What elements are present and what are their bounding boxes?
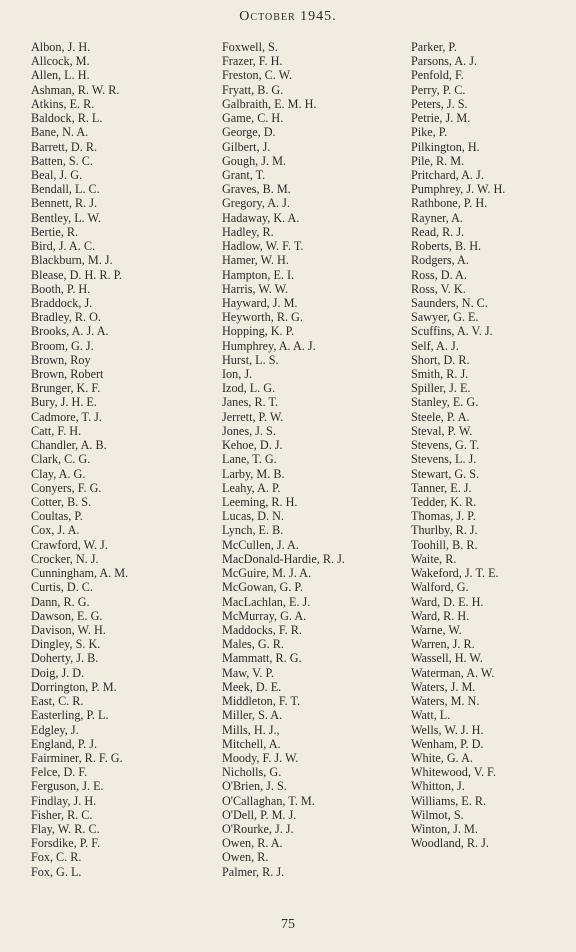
name-entry: Cunningham, A. M. bbox=[31, 566, 129, 581]
name-entry: McMurray, G. A. bbox=[222, 608, 307, 623]
name-entry: Whitewood, V. F. bbox=[411, 765, 496, 780]
name-entry: Booth, P. H. bbox=[31, 281, 91, 296]
name-entry: Stevens, G. T. bbox=[411, 438, 480, 453]
name-entry: Hadaway, K. A. bbox=[222, 210, 300, 225]
name-entry: Hurst, L. S. bbox=[222, 352, 279, 367]
name-entry: Chandler, A. B. bbox=[31, 438, 107, 453]
name-entry: Ferguson, J. E. bbox=[31, 779, 104, 794]
name-entry: Hayward, J. M. bbox=[222, 295, 298, 310]
name-entry: Rayner, A. bbox=[411, 210, 463, 225]
name-entry: Gregory, A. J. bbox=[222, 196, 290, 211]
name-entry: Leeming, R. H. bbox=[222, 495, 298, 509]
name-entry: Catt, F. H. bbox=[31, 423, 82, 438]
name-entry: O'Dell, P. M. J. bbox=[222, 807, 297, 822]
name-entry: George, D. bbox=[222, 125, 276, 140]
name-entry: Parker, P. bbox=[411, 40, 457, 54]
name-entry: Ward, D. E. H. bbox=[411, 594, 484, 609]
name-entry: Smith, R. J. bbox=[411, 367, 469, 382]
name-entry: Roberts, B. H. bbox=[411, 239, 482, 254]
name-entry: Davison, W. H. bbox=[31, 622, 106, 637]
name-column-1 bbox=[31, 40, 128, 879]
name-entry: Albon, J. H. bbox=[31, 40, 91, 54]
name-entry: Doherty, J. B. bbox=[31, 651, 99, 666]
name-entry: Lynch, E. B. bbox=[222, 523, 284, 538]
name-entry: Dawson, E. G. bbox=[31, 608, 103, 623]
name-entry: Frazer, F. H. bbox=[222, 54, 283, 69]
name-entry: Ross, D. A. bbox=[411, 267, 467, 282]
name-entry: Walford, G. bbox=[411, 580, 469, 595]
name-entry: Perry, P. C. bbox=[411, 82, 466, 97]
name-entry: Dann, R. G. bbox=[31, 594, 90, 609]
name-list bbox=[0, 40, 576, 885]
name-entry: Felce, D. F. bbox=[31, 765, 88, 780]
name-entry: Nicholls, G. bbox=[222, 765, 282, 780]
name-entry: MacLachlan, E. J. bbox=[222, 594, 311, 609]
name-entry: Sawyer, G. E. bbox=[411, 310, 479, 325]
name-entry: Allen, L. H. bbox=[31, 68, 90, 83]
name-entry: Kehoe, D. J. bbox=[222, 438, 283, 453]
name-entry: Baldock, R. L. bbox=[31, 111, 103, 126]
name-entry: Males, G. R. bbox=[222, 637, 284, 652]
name-entry: Maddocks, F. R. bbox=[222, 622, 302, 637]
name-entry: Fryatt, B. G. bbox=[222, 82, 284, 97]
name-entry: Hamer, W. H. bbox=[222, 253, 289, 268]
name-entry: Cotter, B. S. bbox=[31, 495, 92, 509]
name-entry: Penfold, F. bbox=[411, 68, 464, 83]
name-entry: Winton, J. M. bbox=[411, 822, 478, 837]
name-entry: Cox, J. A. bbox=[31, 523, 80, 538]
name-entry: Conyers, F. G. bbox=[31, 480, 102, 495]
name-entry: Wakeford, J. T. E. bbox=[411, 566, 499, 581]
name-entry: Janes, R. T. bbox=[222, 395, 279, 410]
name-entry: Braddock, J. bbox=[31, 295, 93, 310]
name-entry: Jerrett, P. W. bbox=[222, 409, 284, 424]
name-entry: Doig, J. D. bbox=[31, 665, 85, 680]
name-entry: Scuffins, A. V. J. bbox=[411, 324, 493, 339]
name-entry: Foxwell, S. bbox=[222, 40, 278, 54]
name-entry: O'Brien, J. S. bbox=[222, 779, 287, 794]
name-entry: Bane, N. A. bbox=[31, 125, 89, 140]
name-entry: O'Callaghan, T. M. bbox=[222, 793, 315, 808]
name-entry: Clay, A. G. bbox=[31, 466, 86, 481]
name-entry: Bury, J. H. E. bbox=[31, 395, 97, 410]
name-entry: Read, R. J. bbox=[411, 224, 465, 239]
name-entry: Jones, J. S. bbox=[222, 423, 276, 438]
name-entry: Owen, R. bbox=[222, 850, 269, 865]
name-entry: Pilkington, H. bbox=[411, 139, 480, 154]
name-entry: Cadmore, T. J. bbox=[31, 409, 102, 424]
name-entry: Maw, V. P. bbox=[222, 665, 274, 680]
name-entry: Meek, D. E. bbox=[222, 679, 282, 694]
name-entry: Hampton, E. I. bbox=[222, 267, 295, 282]
name-entry: Gough, J. M. bbox=[222, 153, 286, 168]
name-entry: Self, A. J. bbox=[411, 338, 459, 353]
name-entry: Pile, R. M. bbox=[411, 153, 465, 168]
name-entry: Petrie, J. M. bbox=[411, 111, 471, 126]
name-entry: Parsons, A. J. bbox=[411, 54, 478, 69]
name-entry: Wilmot, S. bbox=[411, 807, 464, 822]
name-entry: Fairminer, R. F. G. bbox=[31, 750, 123, 765]
name-entry: Wells, W. J. H. bbox=[411, 722, 484, 737]
page-number: 75 bbox=[281, 917, 295, 932]
name-entry: McGowan, G. P. bbox=[222, 580, 303, 595]
name-entry: Stevens, L. J. bbox=[411, 452, 477, 467]
name-entry: Miller, S. A. bbox=[222, 708, 283, 723]
name-entry: Fox, G. L. bbox=[31, 864, 82, 879]
name-entry: Peters, J. S. bbox=[411, 96, 468, 111]
name-entry: Gilbert, J. bbox=[222, 139, 271, 154]
name-entry: Spiller, J. E. bbox=[411, 381, 471, 396]
name-entry: England, P. J. bbox=[31, 736, 98, 751]
name-entry: Allcock, M. bbox=[31, 54, 90, 69]
name-entry: Broom, G. J. bbox=[31, 338, 94, 353]
name-entry: Warne, W. bbox=[411, 622, 462, 637]
name-entry: Pike, P. bbox=[411, 125, 448, 140]
name-entry: Watt, L. bbox=[411, 708, 451, 723]
name-entry: Findlay, J. H. bbox=[31, 793, 97, 808]
name-column-2 bbox=[222, 40, 345, 879]
name-entry: Dingley, S. K. bbox=[31, 637, 101, 652]
name-entry: Atkins, E. R. bbox=[31, 96, 95, 111]
name-entry: Waters, J. M. bbox=[411, 679, 476, 694]
name-entry: Mitchell, A. bbox=[222, 736, 281, 751]
name-entry: McGuire, M. J. A. bbox=[222, 566, 312, 581]
name-entry: MacDonald-Hardie, R. J. bbox=[222, 551, 345, 566]
name-entry: Izod, L. G. bbox=[222, 381, 276, 396]
name-entry: McCullen, J. A. bbox=[222, 537, 299, 552]
name-entry: Freston, C. W. bbox=[222, 68, 293, 83]
name-entry: Brooks, A. J. A. bbox=[31, 324, 109, 339]
name-entry: Rodgers, A. bbox=[411, 253, 469, 268]
name-entry: Blackburn, M. J. bbox=[31, 253, 113, 268]
name-entry: Galbraith, E. M. H. bbox=[222, 96, 317, 111]
name-entry: Bird, J. A. C. bbox=[31, 239, 95, 254]
name-entry: Pumphrey, J. W. H. bbox=[411, 182, 506, 197]
name-entry: Tedder, K. R. bbox=[411, 495, 477, 509]
name-entry: Stanley, E. G. bbox=[411, 395, 479, 410]
name-entry: Waite, R. bbox=[411, 551, 457, 566]
name-entry: Whitton, J. bbox=[411, 779, 465, 794]
name-entry: Steele, P. A. bbox=[411, 409, 470, 424]
name-entry: Grant, T. bbox=[222, 167, 266, 182]
name-entry: Fisher, R. C. bbox=[31, 807, 93, 822]
name-entry: Thurlby, R. J. bbox=[411, 523, 478, 538]
name-entry: Bradley, R. O. bbox=[31, 310, 101, 325]
name-entry: White, G. A. bbox=[411, 750, 473, 765]
name-entry: Brunger, K. F. bbox=[31, 381, 101, 396]
name-entry: Pritchard, A. J. bbox=[411, 167, 484, 182]
name-entry: Edgley, J. bbox=[31, 722, 79, 737]
name-entry: Thomas, J. P. bbox=[411, 509, 476, 524]
name-entry: Crawford, W. J. bbox=[31, 537, 108, 552]
name-column-3 bbox=[411, 40, 505, 850]
name-entry: Ashman, R. W. R. bbox=[31, 82, 120, 97]
name-entry: Graves, B. M. bbox=[222, 182, 291, 197]
name-entry: Curtis, D. C. bbox=[31, 580, 93, 595]
name-entry: Humphrey, A. A. J. bbox=[222, 338, 316, 353]
name-entry: Moody, F. J. W. bbox=[222, 750, 299, 765]
name-entry: Flay, W. R. C. bbox=[31, 822, 100, 837]
name-entry: Harris, W. W. bbox=[222, 281, 289, 296]
name-entry: Blease, D. H. R. P. bbox=[31, 267, 123, 282]
name-entry: Tanner, E. J. bbox=[411, 480, 472, 495]
name-entry: Game, C. H. bbox=[222, 111, 284, 126]
name-entry: Stewart, G. S. bbox=[411, 466, 480, 481]
name-entry: Wassell, H. W. bbox=[411, 651, 483, 666]
name-entry: Leahy, A. P. bbox=[222, 480, 281, 495]
name-entry: Lane, T. G. bbox=[222, 452, 277, 467]
name-entry: Middleton, F. T. bbox=[222, 694, 301, 709]
name-entry: Toohill, B. R. bbox=[411, 537, 478, 552]
name-entry: Beal, J. G. bbox=[31, 167, 83, 182]
name-entry: Hadley, R. bbox=[222, 224, 274, 239]
name-entry: Owen, R. A. bbox=[222, 836, 283, 851]
name-entry: East, C. R. bbox=[31, 694, 84, 709]
name-entry: Bentley, L. W. bbox=[31, 210, 101, 225]
name-entry: Ward, R. H. bbox=[411, 608, 470, 623]
name-entry: Waters, M. N. bbox=[411, 694, 480, 709]
name-entry: Brown, Robert bbox=[31, 367, 104, 382]
name-entry: Warren, J. R. bbox=[411, 637, 475, 652]
name-entry: Wenham, P. D. bbox=[411, 736, 484, 751]
name-entry: Larby, M. B. bbox=[222, 466, 285, 481]
name-entry: Palmer, R. J. bbox=[222, 864, 285, 879]
name-entry: Lucas, D. N. bbox=[222, 509, 284, 524]
name-entry: Saunders, N. C. bbox=[411, 295, 488, 310]
name-entry: Williams, E. R. bbox=[411, 793, 486, 808]
name-entry: Easterling, P. L. bbox=[31, 708, 109, 723]
name-entry: Batten, S. C. bbox=[31, 153, 93, 168]
name-entry: Barrett, D. R. bbox=[31, 139, 98, 154]
name-entry: Ross, V. K. bbox=[411, 281, 466, 296]
name-entry: Bertie, R. bbox=[31, 224, 79, 239]
name-entry: Steval, P. W. bbox=[411, 423, 473, 438]
name-entry: Mills, H. J., bbox=[222, 722, 280, 737]
name-entry: Clark, C. G. bbox=[31, 452, 91, 467]
name-entry: Bendall, L. C. bbox=[31, 182, 100, 197]
page-header: October 1945. bbox=[239, 9, 337, 24]
name-entry: Coultas, P. bbox=[31, 509, 83, 524]
name-entry: Hadlow, W. F. T. bbox=[222, 239, 304, 254]
name-entry: Forsdike, P. F. bbox=[31, 836, 101, 851]
name-entry: Woodland, R. J. bbox=[411, 836, 489, 851]
name-entry: Brown, Roy bbox=[31, 352, 91, 367]
name-entry: Fox, C. R. bbox=[31, 850, 82, 865]
name-entry: O'Rourke, J. J. bbox=[222, 822, 294, 837]
name-entry: Dorrington, P. M. bbox=[31, 679, 117, 694]
name-entry: Mammatt, R. G. bbox=[222, 651, 302, 666]
name-entry: Bennett, R. J. bbox=[31, 196, 98, 211]
name-entry: Waterman, A. W. bbox=[411, 665, 495, 680]
name-entry: Hopping, K. P. bbox=[222, 324, 295, 339]
name-entry: Ion, J. bbox=[222, 367, 253, 382]
name-entry: Crocker, N. J. bbox=[31, 551, 99, 566]
name-entry: Rathbone, P. H. bbox=[411, 196, 488, 211]
name-entry: Short, D. R. bbox=[411, 352, 470, 367]
name-entry: Heyworth, R. G. bbox=[222, 310, 303, 325]
